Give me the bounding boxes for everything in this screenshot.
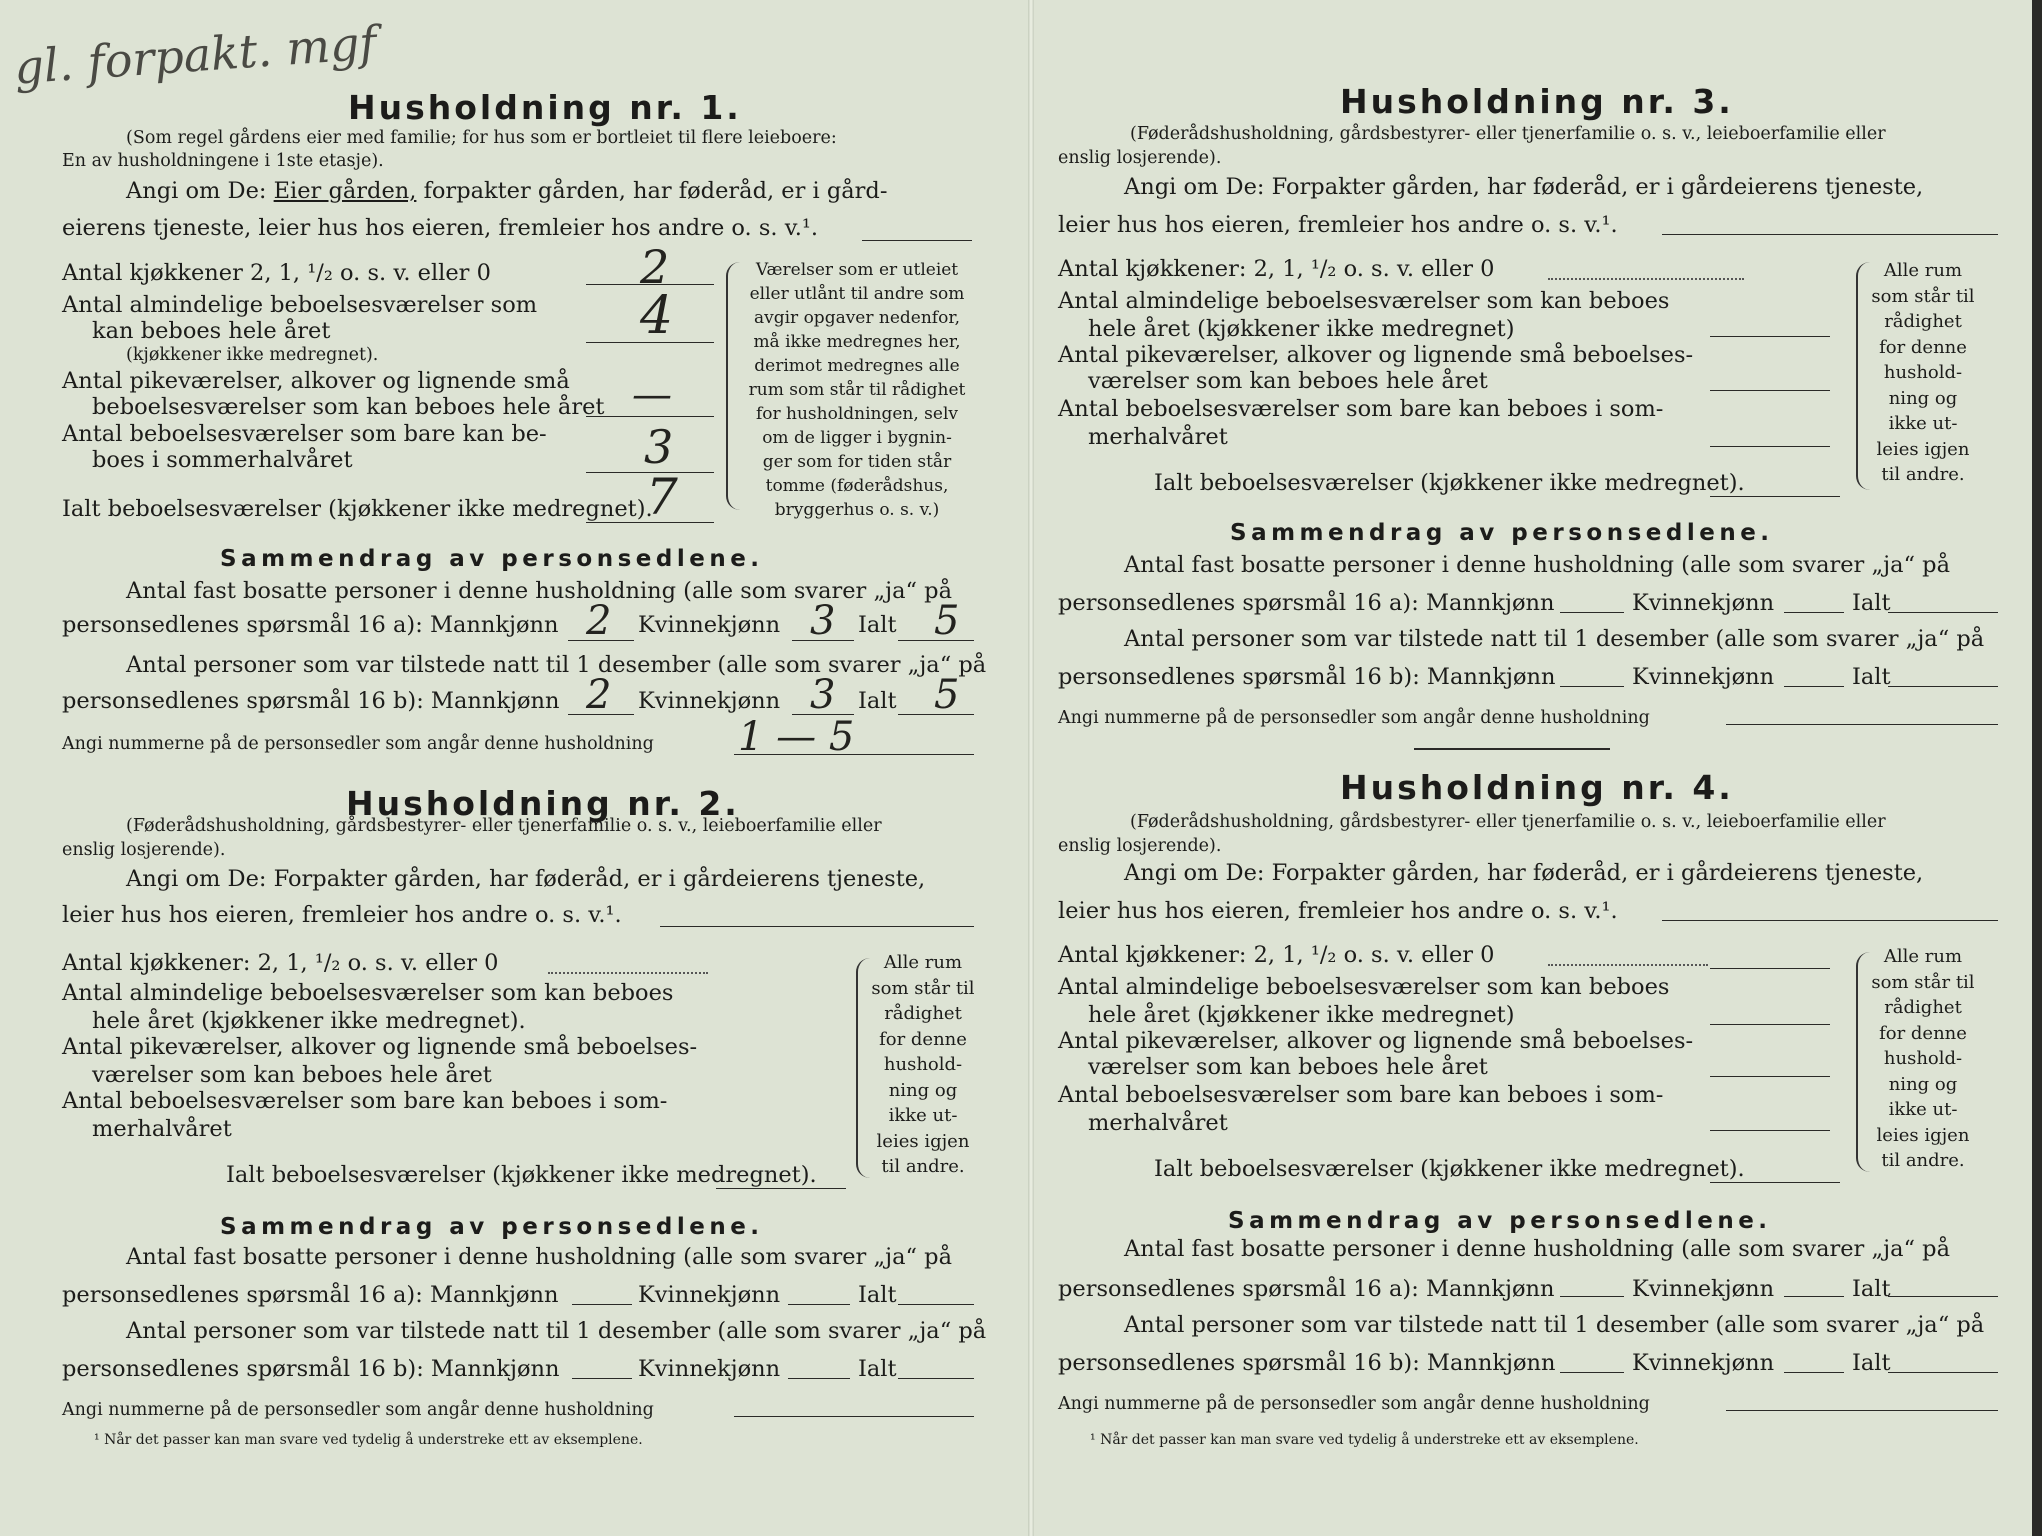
h2-nummer-label: Angi nummerne på de personsedler som angår denne husholdning: [62, 1400, 654, 1420]
h4-row-rooms-2: hele året (kjøkkener ikke medregnet): [1088, 1002, 1515, 1028]
h4-row-kitchens: Antal kjøkkener: 2, 1, ¹/₂ o. s. v. eller 0: [1058, 942, 1495, 968]
h4-line-kitchens: [1710, 968, 1830, 969]
h3-nummer-label: Angi nummerne på de personsedler som angår denne husholdning: [1058, 708, 1650, 728]
household-3-intro-line2: enslig losjerende).: [1058, 148, 1222, 168]
household-2-angi-line2: leier hus hos eieren, fremleier hos andre o. s. v.¹.: [62, 902, 622, 928]
h4-note: Alle rum som står til rådighet for denne hushold- ning og ikke ut- leies igjen til andre.: [1871, 946, 1975, 1171]
h4-a-male-line: [1560, 1296, 1624, 1297]
h1-b-kvinne-label: Kvinnekjønn: [638, 688, 781, 714]
h3-summary-line2: personsedlenes spørsmål 16 a): Mannkjønn: [1058, 590, 1555, 616]
h1-nummer-line: [734, 754, 974, 755]
h2-summary-line4: personsedlenes spørsmål 16 b): Mannkjønn: [62, 1356, 560, 1382]
h2-b-kvinne-label: Kvinnekjønn: [638, 1356, 781, 1382]
h4-summary-line2: personsedlenes spørsmål 16 a): Mannkjønn: [1058, 1276, 1555, 1302]
h1-row-rooms-2: kan beboes hele året: [92, 318, 331, 344]
angi-prefix: Angi om De:: [126, 178, 267, 204]
household-2-title: Husholdning nr. 2.: [346, 784, 740, 823]
angi-answer-line: [862, 240, 972, 241]
right-column: [1034, 0, 2034, 1536]
h1-summary-line1: Antal fast bosatte personer i denne husholdning (alle som svarer „ja“ på: [126, 578, 952, 604]
h2-row-summer-1: Antal beboelsesværelser som bare kan beboes i som-: [62, 1088, 668, 1114]
h1-b-ialt-label: Ialt: [858, 688, 897, 714]
h4-row-maid-2: værelser som kan beboes hele året: [1088, 1054, 1488, 1080]
h2-dots-kitchens: [548, 972, 708, 974]
h3-row-total: Ialt beboelsesværelser (kjøkkener ikke medregnet).: [1154, 470, 1745, 496]
h1-nummer-value: 1 — 5: [738, 714, 855, 760]
household-4-angi-line1: Angi om De: Forpakter gården, har føderåd, er i gårdeierens tjeneste,: [1124, 860, 1924, 886]
household-3-title: Husholdning nr. 3.: [1340, 82, 1734, 121]
household-2-angi-line1: Angi om De: Forpakter gården, har føderåd, er i gårdeierens tjeneste,: [126, 866, 926, 892]
h4-row-maid-1: Antal pikeværelser, alkover og lignende små beboelses-: [1058, 1028, 1694, 1054]
household-1-title: Husholdning nr. 1.: [348, 88, 742, 127]
household-4-intro-line2: enslig losjerende).: [1058, 836, 1222, 856]
h3-a-female-line: [1784, 612, 1844, 613]
h1-row-total: Ialt beboelsesværelser (kjøkkener ikke medregnet).: [62, 496, 653, 522]
household-4-title: Husholdning nr. 4.: [1340, 768, 1734, 807]
household-2-intro-line2: enslig losjerende).: [62, 840, 226, 860]
h1-a-kvinne-label: Kvinnekjønn: [638, 612, 781, 638]
household-2-intro-line1: (Føderådshusholdning, gårdsbestyrer- eller tjenerfamilie o. s. v., leieboerfamilie eller: [126, 816, 882, 836]
h3-row-summer-2: merhalvåret: [1088, 424, 1228, 450]
h1-value-rooms: 4: [640, 286, 674, 346]
h3-b-ialt-label: Ialt: [1852, 664, 1891, 690]
h1-value-total: 7: [646, 468, 678, 526]
h4-summary-title: Sammendrag av personsedlene.: [1228, 1208, 1772, 1234]
h3-dots-kitchens: [1548, 278, 1744, 280]
h1-summary-line4: personsedlenes spørsmål 16 b): Mannkjønn: [62, 688, 560, 714]
h1-a-ialt-label: Ialt: [858, 612, 897, 638]
left-footnote: ¹ Når det passer kan man svare ved tydelig å understreke ett av eksemplene.: [94, 1432, 643, 1448]
h2-b-male-line: [572, 1378, 632, 1379]
h1-a-female-line: [792, 640, 854, 641]
household-4-intro-line1: (Føderådshusholdning, gårdsbestyrer- eller tjenerfamilie o. s. v., leieboerfamilie eller: [1130, 812, 1886, 832]
h4-dots-kitchens: [1548, 964, 1708, 966]
h2-a-kvinne-label: Kvinnekjønn: [638, 1282, 781, 1308]
h1-nummer-label: Angi nummerne på de personsedler som angår denne husholdning: [62, 734, 654, 754]
section-divider: [1414, 748, 1610, 750]
h2-summary-title: Sammendrag av personsedlene.: [220, 1214, 764, 1240]
h2-row-rooms-1: Antal almindelige beboelsesværelser som kan beboes: [62, 980, 674, 1006]
h3-row-rooms-2: hele året (kjøkkener ikke medregnet): [1088, 316, 1515, 342]
household-4-angi-line2: leier hus hos eieren, fremleier hos andre o. s. v.¹.: [1058, 898, 1618, 924]
h1-b-female: 3: [810, 672, 836, 718]
h1-a-male-line: [568, 640, 634, 641]
h4-b-female-line: [1784, 1372, 1844, 1373]
h4-a-ialt-label: Ialt: [1852, 1276, 1891, 1302]
h2-summary-line1: Antal fast bosatte personer i denne husholdning (alle som svarer „ja“ på: [126, 1244, 952, 1270]
h2-a-total-line: [898, 1304, 974, 1305]
h4-b-ialt-label: Ialt: [1852, 1350, 1891, 1376]
h4-row-total: Ialt beboelsesværelser (kjøkkener ikke medregnet).: [1154, 1156, 1745, 1182]
h3-line-maid: [1710, 390, 1830, 391]
household-3-intro-line1: (Føderådshusholdning, gårdsbestyrer- eller tjenerfamilie o. s. v., leieboerfamilie eller: [1130, 124, 1886, 144]
h4-a-total-line: [1888, 1296, 1998, 1297]
h1-summary-title: Sammendrag av personsedlene.: [220, 546, 764, 572]
h3-line-total: [1710, 496, 1840, 497]
h1-a-female: 3: [810, 598, 836, 644]
h2-a-female-line: [788, 1304, 850, 1305]
h4-a-kvinne-label: Kvinnekjønn: [1632, 1276, 1775, 1302]
h4-row-summer-1: Antal beboelsesværelser som bare kan beboes i som-: [1058, 1082, 1664, 1108]
h1-summary-line2: personsedlenes spørsmål 16 a): Mannkjønn: [62, 612, 559, 638]
household-1-intro-line1: (Som regel gårdens eier med familie; for hus som er bortleiet til flere leieboere:: [126, 128, 837, 148]
h1-b-total-line: [898, 714, 974, 715]
h1-row-summer-2: boes i sommerhalvåret: [92, 447, 353, 473]
h3-nummer-line: [1726, 724, 1998, 725]
h4-angi-line: [1662, 920, 1998, 921]
h1-row-rooms-1: Antal almindelige beboelsesværelser som: [62, 292, 538, 318]
h1-summary-line3: Antal personer som var tilstede natt til 1 desember (alle som svarer „ja“ på: [126, 652, 987, 678]
h1-a-total: 5: [934, 598, 960, 644]
h2-b-female-line: [788, 1378, 850, 1379]
h3-summary-line3: Antal personer som var tilstede natt til 1 desember (alle som svarer „ja“ på: [1124, 626, 1985, 652]
h3-row-summer-1: Antal beboelsesværelser som bare kan beboes i som-: [1058, 396, 1664, 422]
h2-angi-line: [660, 926, 974, 927]
h2-row-maid-1: Antal pikeværelser, alkover og lignende små beboelses-: [62, 1034, 698, 1060]
h3-note: Alle rum som står til rådighet for denne hushold- ning og ikke ut- leies igjen til andre.: [1871, 260, 1975, 485]
h3-row-rooms-1: Antal almindelige beboelsesværelser som kan beboes: [1058, 288, 1670, 314]
h1-row-kitchens: Antal kjøkkener 2, 1, ¹/₂ o. s. v. eller 0: [62, 260, 491, 286]
h3-a-male-line: [1560, 612, 1624, 613]
h3-b-female-line: [1784, 686, 1844, 687]
h2-line-total: [716, 1188, 846, 1189]
h2-row-kitchens: Antal kjøkkener: 2, 1, ¹/₂ o. s. v. eller 0: [62, 950, 499, 976]
h1-value-summer: 3: [644, 420, 674, 474]
h4-a-female-line: [1784, 1296, 1844, 1297]
h1-b-total: 5: [934, 672, 960, 718]
h2-row-summer-2: merhalvåret: [92, 1116, 232, 1142]
h3-summary-line4: personsedlenes spørsmål 16 b): Mannkjønn: [1058, 664, 1556, 690]
h4-b-kvinne-label: Kvinnekjønn: [1632, 1350, 1775, 1376]
h4-nummer-line: [1726, 1410, 1998, 1411]
h2-summary-line3: Antal personer som var tilstede natt til 1 desember (alle som svarer „ja“ på: [126, 1318, 987, 1344]
h4-summary-line1: Antal fast bosatte personer i denne husholdning (alle som svarer „ja“ på: [1124, 1236, 1950, 1262]
h3-line-rooms: [1710, 336, 1830, 337]
angi-other-options: forpakter gården, har føderåd, er i gård-: [423, 178, 888, 204]
h1-row-maid-rooms-2: beboelsesværelser som kan beboes hele året: [92, 394, 605, 420]
h2-b-total-line: [898, 1378, 974, 1379]
h2-row-maid-2: værelser som kan beboes hele året: [92, 1062, 492, 1088]
h1-b-male: 2: [586, 672, 612, 718]
h2-a-ialt-label: Ialt: [858, 1282, 897, 1308]
h3-summary-title: Sammendrag av personsedlene.: [1230, 520, 1774, 546]
h2-summary-line2: personsedlenes spørsmål 16 a): Mannkjønn: [62, 1282, 559, 1308]
h3-b-kvinne-label: Kvinnekjønn: [1632, 664, 1775, 690]
h3-b-total-line: [1888, 686, 1998, 687]
h3-row-kitchens: Antal kjøkkener: 2, 1, ¹/₂ o. s. v. eller 0: [1058, 256, 1495, 282]
h4-nummer-label: Angi nummerne på de personsedler som angår denne husholdning: [1058, 1394, 1650, 1414]
household-3-angi-line2: leier hus hos eieren, fremleier hos andre o. s. v.¹.: [1058, 212, 1618, 238]
h3-b-male-line: [1560, 686, 1624, 687]
household-3-angi-line1: Angi om De: Forpakter gården, har føderåd, er i gårdeierens tjeneste,: [1124, 174, 1924, 200]
h1-a-total-line: [898, 640, 974, 641]
h2-nummer-line: [734, 1416, 974, 1417]
h4-b-total-line: [1888, 1372, 1998, 1373]
household-1-intro-line2: En av husholdningene i 1ste etasje).: [62, 151, 384, 171]
right-footnote: ¹ Når det passer kan man svare ved tydelig å understreke ett av eksemplene.: [1090, 1432, 1639, 1448]
h2-a-male-line: [572, 1304, 632, 1305]
h1-row-maid-rooms-1: Antal pikeværelser, alkover og lignende små: [62, 368, 570, 394]
h4-line-total: [1710, 1182, 1840, 1183]
h1-note: Værelser som er utleiet eller utlånt til andre som avgir opgaver nedenfor, må ikke medregnes her, derimot medregnes alle rum som står til rådighet for husholdningen, selv om de ligger i bygnin- ger som for tiden står tomme (føderådshus, bryggerhus o. s. v.): [748, 260, 966, 520]
h2-row-rooms-2: hele året (kjøkkener ikke medregnet).: [92, 1008, 526, 1034]
h4-summary-line4: personsedlenes spørsmål 16 b): Mannkjønn: [1058, 1350, 1556, 1376]
h4-line-summer: [1710, 1130, 1830, 1131]
h4-line-maid: [1710, 1076, 1830, 1077]
h2-row-total: Ialt beboelsesværelser (kjøkkener ikke medregnet).: [226, 1162, 817, 1188]
h4-row-rooms-1: Antal almindelige beboelsesværelser som kan beboes: [1058, 974, 1670, 1000]
h3-row-maid-1: Antal pikeværelser, alkover og lignende små beboelses-: [1058, 342, 1694, 368]
h3-a-ialt-label: Ialt: [1852, 590, 1891, 616]
h1-value-maid: —: [632, 372, 672, 418]
h3-row-maid-2: værelser som kan beboes hele året: [1088, 368, 1488, 394]
h3-a-total-line: [1888, 612, 1998, 613]
h3-summary-line1: Antal fast bosatte personer i denne husholdning (alle som svarer „ja“ på: [1124, 552, 1950, 578]
h1-b-male-line: [568, 714, 634, 715]
h1-row-summer-1: Antal beboelsesværelser som bare kan be-: [62, 421, 547, 447]
h2-b-ialt-label: Ialt: [858, 1356, 897, 1382]
h4-line-rooms: [1710, 1024, 1830, 1025]
h4-b-male-line: [1560, 1372, 1624, 1373]
h3-angi-line: [1662, 234, 1998, 235]
angi-selected-option: Eier gården,: [273, 178, 417, 204]
margin-handwritten-note: gl. forpakt. mgf: [12, 15, 379, 95]
h3-line-summer: [1710, 446, 1830, 447]
h2-note: Alle rum som står til rådighet for denne hushold- ning og ikke ut- leies igjen til andre.: [871, 952, 975, 1177]
h4-row-summer-2: merhalvåret: [1088, 1110, 1228, 1136]
h3-a-kvinne-label: Kvinnekjønn: [1632, 590, 1775, 616]
h4-summary-line3: Antal personer som var tilstede natt til 1 desember (alle som svarer „ja“ på: [1124, 1312, 1985, 1338]
h1-value-kitchens: 2: [640, 240, 670, 294]
household-1-angi-line2: eierens tjeneste, leier hus hos eieren, fremleier hos andre o. s. v.¹.: [62, 215, 819, 241]
h1-row-rooms-3: (kjøkkener ikke medregnet).: [126, 345, 379, 365]
h1-a-male: 2: [586, 598, 612, 644]
household-1-angi-line1: [126, 178, 887, 204]
